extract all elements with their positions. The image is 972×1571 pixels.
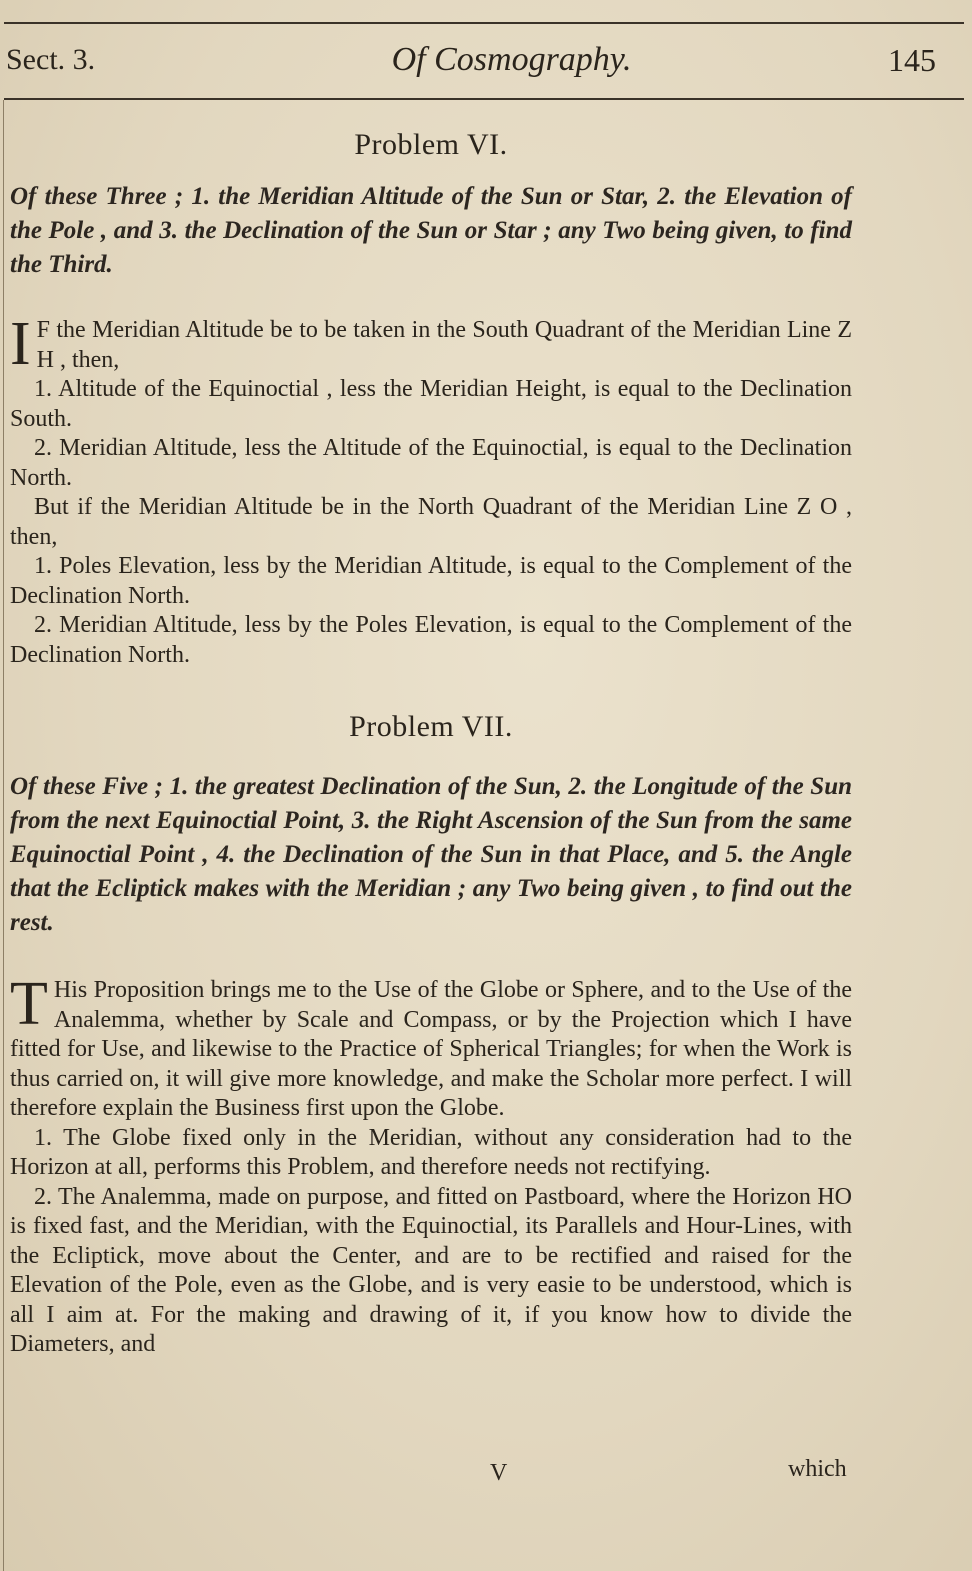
problem-7-item-1: 1. The Globe fixed only in the Meridian, without any consideration had to the Horizon at all, performs this Problem, and therefore needs not rectifying. <box>10 1124 852 1180</box>
problem-6-title: Problem VI. <box>354 128 508 161</box>
top-rule <box>4 22 964 24</box>
problem-6-intro <box>10 310 852 378</box>
problem-6-north-quadrant: But if the Meridian Altitude be in the North Quadrant of the Meridian Line Z O , then, <box>10 494 852 550</box>
problem-7-intro-text: His Proposition brings me to the Use of the Globe or Sphere, and to the Use of the Analemma, whether by Scale and Compass, or by the Projection which I have fitted for Use, and likewise to the Practice of Spherical Triangles; for when the Work is thus carried on, it will give more knowledge, and make the Scholar more perfect. I will therefore explain the Business first upon the Globe. <box>10 977 852 1121</box>
margin-rule <box>3 100 4 1571</box>
page-body <box>10 128 852 1360</box>
problem-6-item-4: 2. Meridian Altitude, less by the Poles Elevation, is equal to the Complement of the Declination North. <box>10 612 852 668</box>
signature-mark: V <box>490 1460 508 1486</box>
problem-6-intro-text: F the Meridian Altitude be to be taken in the South Quadrant of the Meridian Line Z H , then, <box>36 317 852 373</box>
problem-7-intro <box>10 970 852 1124</box>
problem-6-statement: Of these Three ; 1. the Meridian Altitude of the Sun or Star, 2. the Elevation of the Pole , and 3. the Declination of the Sun or Star ; any Two being given, to find the Third. <box>10 183 852 278</box>
page-number: 145 <box>887 41 936 78</box>
problem-7-item-2: 2. The Analemma, made on purpose, and fitted on Pastboard, where the Horizon HO is fixed fast, and the Meridian, with the Equinoctial, its Parallels and Hour-Lines, with the Ecliptick, move about the Center, and are to be rectified and raised for the Elevation of the Pole, even as the Globe, and is very easie to be understood, which is all I aim at. For the making and drawing of it, if you know how to divide the Diameters, and <box>10 1183 852 1357</box>
drop-cap: I <box>10 310 31 378</box>
problem-7-title: Problem VII. <box>349 710 513 743</box>
problem-6-item-3: 1. Poles Elevation, less by the Meridian Altitude, is equal to the Complement of the Declination North. <box>10 553 852 609</box>
catchword: which <box>788 1456 847 1482</box>
problem-7-statement: Of these Five ; 1. the greatest Declination of the Sun, 2. the Longitude of the Sun from the next Equinoctial Point, 3. the Right Ascension of the Sun from the same Equinoctial Point , 4. the Declination of the Sun in that Place, and 5. the Angle that the Ecliptick makes with the Meridian ; any Two being given , to find out the rest. <box>10 773 852 936</box>
header-rule <box>4 98 964 100</box>
drop-cap: T <box>10 970 48 1038</box>
running-header <box>6 30 936 90</box>
problem-6-item-1: 1. Altitude of the Equinoctial , less the Meridian Height, is equal to the Declination South. <box>10 376 852 432</box>
running-title: Of Cosmography. <box>391 41 632 78</box>
page-footer <box>0 1456 972 1496</box>
section-label: Sect. 3. <box>6 43 96 76</box>
problem-6-item-2: 2. Meridian Altitude, less the Altitude of the Equinoctial, is equal to the Declination North. <box>10 435 852 491</box>
